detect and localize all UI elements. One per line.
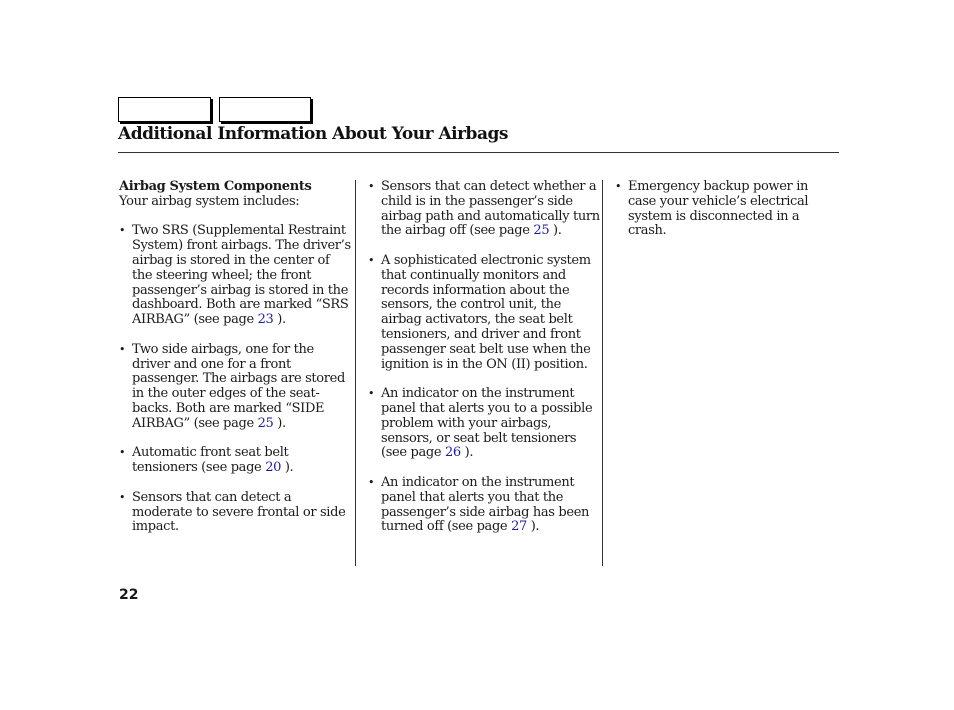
column-3 [615, 180, 837, 239]
bullet-list [368, 180, 600, 535]
column-1 [119, 180, 351, 535]
bullet-list [615, 180, 837, 239]
page-reference-link[interactable]: 26 [445, 445, 461, 461]
list-item [368, 254, 600, 372]
item-text: Sensors that can detect a moderate to severe frontal or side impact. [132, 489, 346, 535]
item-text: A sophisticated electronic system that continually monitors and records information about the sensors, the control unit, the airbag activators, the seat belt tensioners, and driver and front passenger seat belt use when the ignition is in the ON (II) position. [381, 252, 591, 372]
item-text: Two side airbags, one for the driver and one for a front passenger. The airbags are stored in the outer edges of the seat-backs. Both are marked “SIDE AIRBAG” (see page [132, 341, 345, 431]
list-item [368, 180, 600, 239]
bullet-icon: • [368, 387, 375, 401]
list-item [368, 476, 600, 535]
bullet-icon: • [119, 490, 126, 504]
nav-button-previous[interactable] [118, 97, 211, 122]
title-divider [118, 152, 839, 153]
item-text: Automatic front seat belt tensioners (see page [132, 445, 289, 476]
item-text-suffix: ). [460, 445, 474, 461]
item-text-suffix: ). [273, 312, 286, 328]
list-item [119, 224, 351, 328]
section-subheading: Airbag System Components [119, 179, 312, 194]
page-reference-link[interactable]: 20 [265, 460, 282, 476]
bullet-icon: • [119, 446, 126, 460]
bullet-icon: • [368, 180, 375, 193]
page-reference-link[interactable]: 25 [257, 415, 274, 431]
bullet-icon: • [368, 253, 375, 267]
bullet-icon: • [119, 224, 126, 238]
nav-button-next[interactable] [219, 97, 311, 122]
item-text: Two SRS (Supplemental Restraint System) front airbags. The driver’s airbag is stored in the center of the steering wheel; the front passenger’s airbag is stored in the dashboard. Both are marked “SRS AIRBAG” (see page [132, 223, 351, 328]
item-text: Emergency backup power in case your vehicle’s electrical system is disconnected in a crash. [628, 179, 809, 239]
list-item-text [132, 446, 351, 476]
column-2 [368, 180, 600, 535]
list-item-text [381, 254, 600, 372]
page-number: 22 [119, 587, 139, 603]
list-item-text [381, 180, 600, 239]
list-item-text [628, 180, 837, 239]
bullet-list [119, 224, 351, 535]
item-text-suffix: ). [281, 460, 294, 476]
section-intro: Your airbag system includes: [119, 193, 300, 209]
column-divider [602, 180, 603, 566]
list-item-text [132, 343, 351, 432]
page-reference-link[interactable]: 27 [511, 519, 527, 535]
list-item [119, 491, 351, 535]
page-reference-link[interactable]: 23 [257, 312, 274, 328]
column-divider [355, 180, 356, 566]
page-reference-link[interactable]: 25 [533, 223, 550, 239]
list-item [119, 446, 351, 476]
list-item [368, 387, 600, 461]
item-text-suffix: ). [549, 223, 562, 239]
list-item [119, 343, 351, 432]
item-text-suffix: ). [273, 415, 286, 431]
list-item-text [132, 224, 351, 328]
list-item-text [132, 491, 351, 535]
bullet-icon: • [615, 180, 622, 193]
list-item-text [381, 476, 600, 535]
item-text: An indicator on the instrument panel that alerts you that the passenger’s side airbag has been turned off (see page [381, 474, 590, 535]
list-item-text [381, 387, 600, 461]
item-text-suffix: ). [526, 519, 540, 535]
item-text: Sensors that can detect whether a child is in the passenger’s side airbag path and automatically turn the airbag off (see page [381, 179, 600, 239]
page-title: Additional Information About Your Airbags [118, 124, 508, 144]
list-item [615, 180, 837, 239]
bullet-icon: • [119, 342, 126, 356]
item-text: An indicator on the instrument panel that alerts you to a possible problem with your airbags, sensors, or seat belt tensioners (see page [381, 386, 593, 461]
bullet-icon: • [368, 475, 375, 489]
